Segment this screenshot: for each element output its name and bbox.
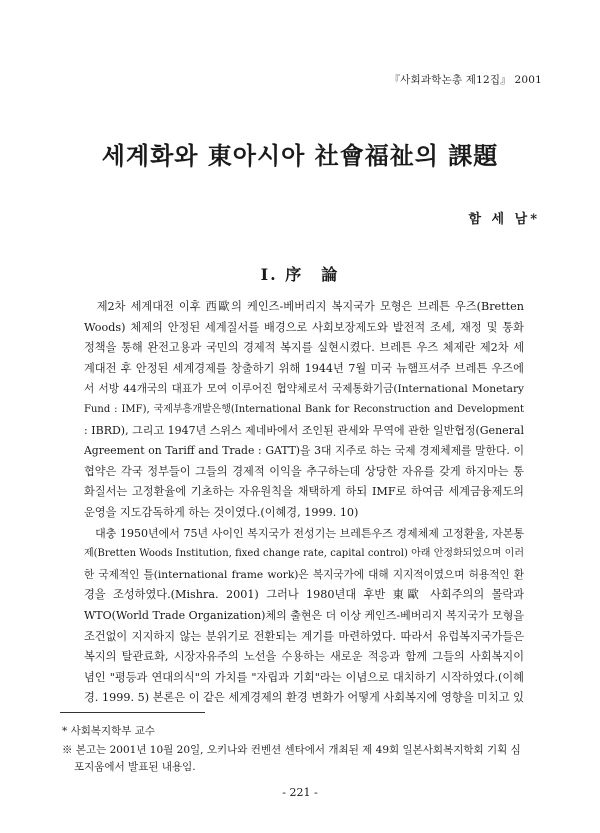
body-line: 경을 조성하였다.(Mishra. 2001) 그러나 1980년대 후반 東歐 사회주의의 몰락과 [84,588,524,602]
paper-title: 세계화와 東아시아 社會福祉의 課題 [101,141,499,170]
body-line: 조건없이 지지하지 않는 분위기로 전환되는 계기를 마련하였다. 따라서 유럽복지국가들은 [84,629,524,643]
author-name: 함 세 남* [468,212,540,227]
journal-header: 『사회과학논총 제12집』 2001 [389,74,542,86]
body-line: Agreement on Tariff and Trade : GATT)을 3대 지주로 하는 국제 경제체제를 말한다. 이 [84,444,524,458]
body-line: 한 국제적인 틀(international frame work)은 복지국가에 대해 지지적이였으며 허용적인 환 [84,568,524,581]
footnote-author: * 사회복지학부 교수 [62,725,156,737]
body-line: 계대전 후 안정된 세계경제를 창출하기 위해 1944년 7월 미국 뉴햄프셔주 브레튼 우즈에 [84,361,524,375]
body-line: Fund : IMF), 국제부흥개발은행(International Bank for Reconstruction and Development [84,403,524,415]
body-line: 대충 1950년에서 75년 사이인 복지국가 전성기는 브레튼우즈 경제체제 고정환율, 자본통 [84,526,524,540]
body-line: 서 서방 44개국의 대표가 모여 이루어진 협약체로서 국제통화기금(International Monetary [84,383,524,396]
body-line: 정책을 통해 완전고용과 국민의 경제적 복지를 실현시켰다. 브레튼 우즈 체제란 제2차 세 [84,341,524,355]
body-line: WTO(World Trade Organization)체의 출현은 더 이상 케인즈-베버리지 복지국가 모형을 [84,608,524,622]
body-line: 화질서는 고정환율에 기초하는 자유원칙을 채택하게 하되 IMF로 하여금 세계금융제도의 [84,485,524,499]
section-heading: Ⅰ. 序 論 [260,265,340,284]
body-line: 제(Bretten Woods Institution, fixed change rate, capital control) 아래 안정화되었으며 이러 [84,548,524,560]
body-line: Woods) 체제의 안정된 세계질서를 배경으로 사회보장제도와 발전적 조세, 재정 및 통화 [84,320,524,334]
body-line: 협약은 각국 정부들이 그들의 경제적 이익을 추구하는데 상당한 자유를 갖게 하지마는 통 [84,464,524,478]
body-line: 복지의 탈관료화, 시장자유주의 노선을 수용하는 새로운 적응과 함께 그들의 사회복지이 [84,650,524,664]
footnote-note: ※ 본고는 2001년 10월 20일, 오키나와 컨벤션 센타에서 개최된 제 49회 일본사회복지학회 기획 심 [62,744,521,756]
body-line: : IBRD), 그리고 1947년 스위스 제네바에서 조인된 관세와 무역에 관한 일반협정(General [84,423,524,437]
body-line: 운영을 지도감독하게 하는 것이였다.(이혜경, 1999. 10) [84,505,359,519]
body-line: 경. 1999. 5) 본론은 이 같은 세계경제의 환경 변화가 어떻게 사회복지에 영향을 미치고 있 [84,691,524,705]
footnote-note-continued: 포지움에서 발표된 내용임. [74,761,196,773]
footnote-divider [60,712,205,713]
body-line: 념인 "평등과 연대의식"의 가치를 "자립과 기회"라는 이념으로 대치하기 시작하였다.(이혜 [84,670,524,684]
page-number: - 221 - [282,786,318,799]
body-line: 제2차 세계대전 이후 西歐의 케인즈-베버리지 복지국가 모형은 브레튼 우즈(Bretten [84,300,524,313]
body-text [84,297,524,709]
